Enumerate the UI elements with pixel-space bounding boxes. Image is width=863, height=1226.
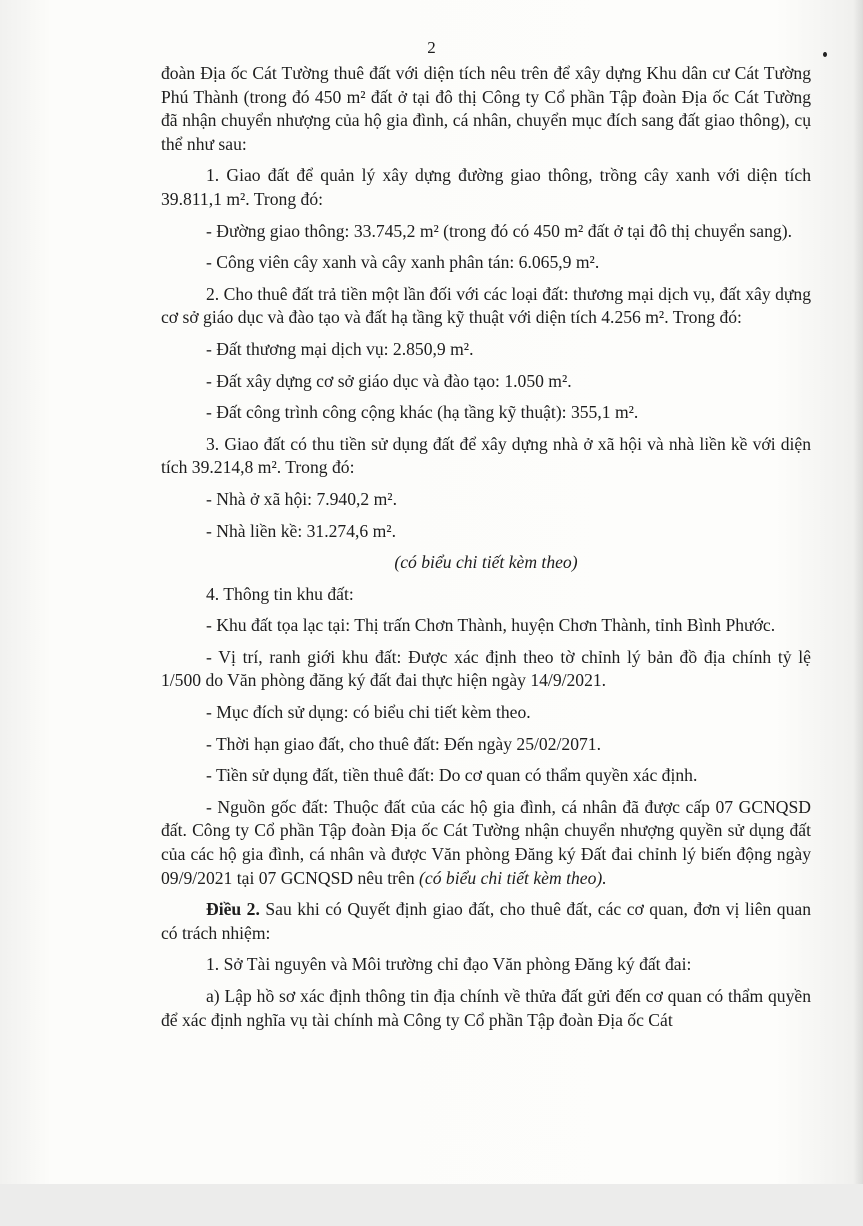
paragraph-term: - Thời hạn giao đất, cho thuê đất: Đến ngày 25/02/2071.: [206, 733, 601, 754]
paragraph-townhouses: - Nhà liền kề: 31.274,6 m².: [206, 520, 396, 541]
paragraph-department: 1. Sở Tài nguyên và Môi trường chỉ đạo Văn phòng Đăng ký đất đai:: [206, 954, 692, 975]
paragraph-road: - Đường giao thông: 33.745,2 m² (trong đó có 450 m² đất ở tại đô thị chuyển sang).: [206, 220, 792, 241]
paragraph-article-2: [161, 898, 811, 945]
origin-text: - Nguồn gốc đất: Thuộc đất của các hộ gia đình, cá nhân đã được cấp 07 GCNQSD đất. Công ty Cổ phần Tập đoàn Địa ốc Cát Tường nhận chuyển nhượng quyền sử dụng đất của các hộ gia đình, cá nhân và được Văn phòng Đăng ký Đất đai chỉnh lý biến động ngày 09/9/2021 tại 07 GCNQSD nêu trên: [161, 796, 811, 888]
paragraph-social-housing: - Nhà ở xã hội: 7.940,2 m².: [206, 488, 397, 509]
paragraph-item-3: 3. Giao đất có thu tiền sử dụng đất để xây dựng nhà ở xã hội và nhà liền kề với diện tích 39.214,8 m². Trong đó:: [161, 433, 811, 478]
paragraph-a: a) Lập hồ sơ xác định thông tin địa chính về thửa đất gửi đến cơ quan có thẩm quyền để xác định nghĩa vụ tài chính mà Công ty Cổ phần Tập đoàn Địa ốc Cát: [161, 986, 811, 1030]
article-2-text: Sau khi có Quyết định giao đất, cho thuê đất, các cơ quan, đơn vị liên quan có trách nhiệm:: [161, 899, 812, 943]
document-body: [161, 62, 811, 1040]
paragraph-location: - Khu đất tọa lạc tại: Thị trấn Chơn Thành, huyện Chơn Thành, tỉnh Bình Phước.: [206, 615, 776, 636]
scan-speck: [823, 52, 827, 57]
paragraph-origin: [161, 796, 811, 890]
paragraph-park: - Công viên cây xanh và cây xanh phân tán: 6.065,9 m².: [206, 252, 600, 273]
page-edge-shadow: [853, 0, 863, 1226]
origin-italic-note: (có biểu chi tiết kèm theo).: [419, 867, 607, 888]
paragraph-boundary: - Vị trí, ranh giới khu đất: Được xác định theo tờ chỉnh lý bản đồ địa chính tỷ lệ 1/500 do Văn phòng đăng ký đất đai thực hiện ngày 14/9/2021.: [161, 646, 811, 691]
paragraph-item-1: 1. Giao đất để quản lý xây dựng đường giao thông, trồng cây xanh với diện tích 39.811,1 m². Trong đó:: [161, 165, 811, 209]
paragraph-infrastructure: - Đất công trình công cộng khác (hạ tầng kỹ thuật): 355,1 m².: [206, 402, 639, 423]
paragraph-purpose: - Mục đích sử dụng: có biểu chi tiết kèm theo.: [206, 702, 531, 723]
paragraph-commercial: - Đất thương mại dịch vụ: 2.850,9 m².: [206, 338, 474, 359]
paragraph-education: - Đất xây dựng cơ sở giáo dục và đào tạo: 1.050 m².: [206, 370, 572, 391]
paragraph-item-4: 4. Thông tin khu đất:: [206, 583, 354, 604]
paragraph-item-2: 2. Cho thuê đất trả tiền một lần đối với các loại đất: thương mại dịch vụ, đất xây dựng cơ sở giáo dục và đào tạo và đất hạ tầng kỹ thuật với diện tích 4.256 m². Trong đó:: [161, 283, 811, 328]
paragraph-attachment-note: (có biểu chi tiết kèm theo): [394, 552, 578, 573]
page-number: 2: [427, 38, 436, 57]
paragraph-intro: đoàn Địa ốc Cát Tường thuê đất với diện tích nêu trên để xây dựng Khu dân cư Cát Tường Phú Thành (trong đó 450 m² đất ở tại đô thị Công ty Cổ phần Tập đoàn Địa ốc Cát Tường đã nhận chuyển nhượng của hộ gia đình, cá nhân, chuyển mục đích sang đất giao thông), cụ thể như sau:: [161, 63, 811, 154]
paragraph-fees: - Tiền sử dụng đất, tiền thuê đất: Do cơ quan có thẩm quyền xác định.: [206, 765, 698, 786]
scan-bottom-margin: [0, 1184, 863, 1226]
article-2-heading: Điều 2.: [206, 899, 260, 920]
